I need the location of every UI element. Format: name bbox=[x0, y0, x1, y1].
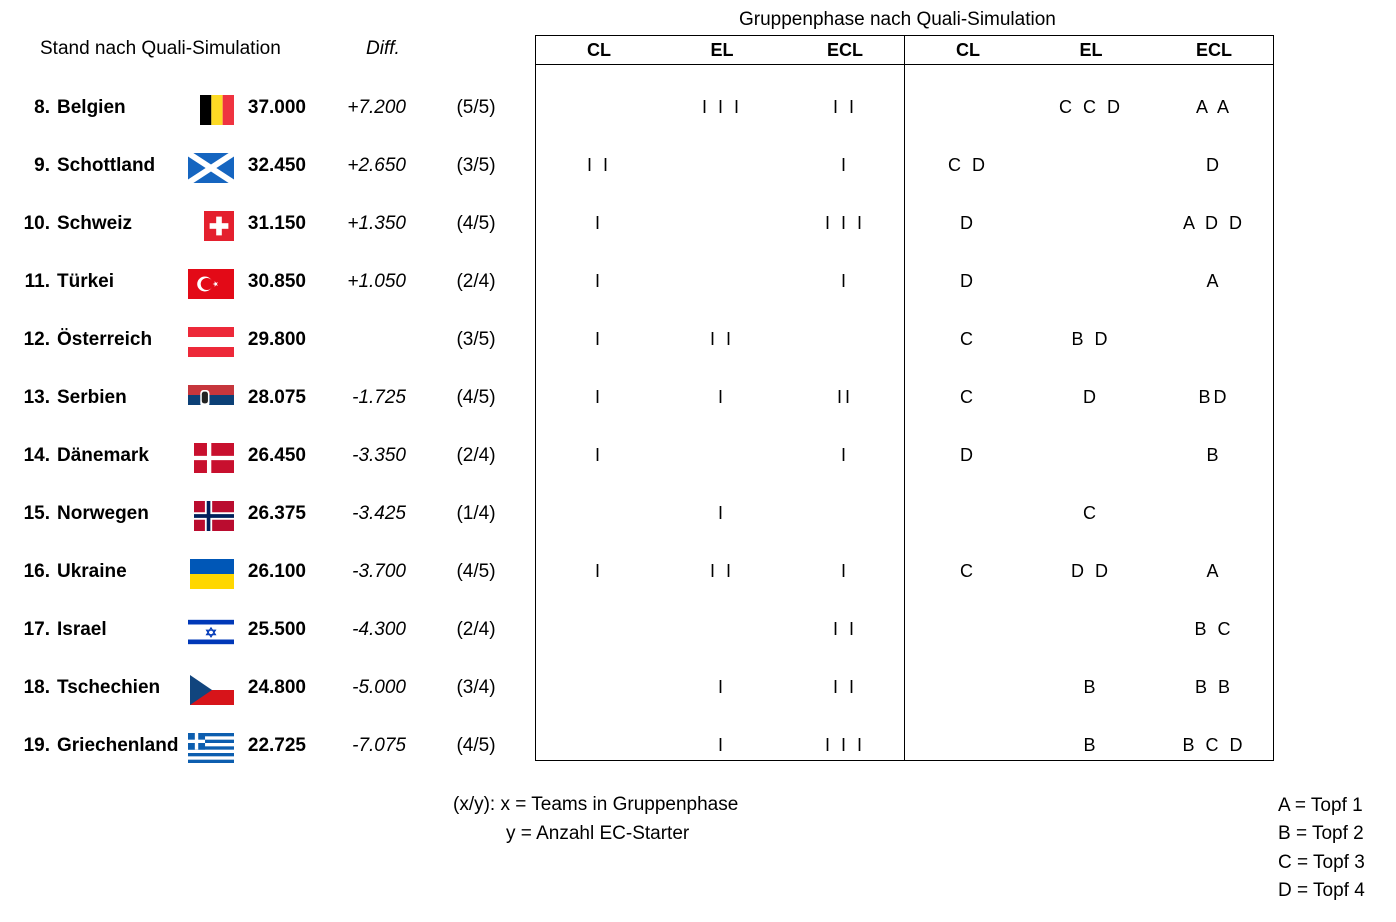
cell-ecl-1: I I I bbox=[824, 213, 865, 233]
column-header-cl-2: CL bbox=[956, 40, 980, 60]
points-difference: -7.075 bbox=[352, 735, 406, 756]
country-row bbox=[0, 611, 1396, 651]
rank-number: 16. bbox=[23, 561, 50, 582]
coefficient-points: 32.450 bbox=[247, 155, 306, 176]
cell-ecl-2: A A bbox=[1195, 97, 1233, 117]
rank-number: 19. bbox=[23, 735, 50, 756]
cell-cl-2: C bbox=[960, 387, 976, 407]
rank-country-label bbox=[0, 97, 180, 119]
country-row bbox=[0, 147, 1396, 187]
scotland-flag bbox=[188, 153, 234, 183]
cell-el-1: I I bbox=[709, 561, 734, 581]
legend-line-1: (x/y): x = Teams in Gruppenphase bbox=[453, 794, 739, 815]
cell-ecl-2: B C bbox=[1194, 619, 1234, 639]
rank-number: 18. bbox=[23, 677, 50, 698]
cell-el-2: B bbox=[1083, 677, 1099, 697]
points-difference: +7.200 bbox=[347, 97, 406, 118]
column-header-ecl-1: ECL bbox=[827, 40, 863, 60]
cell-cl-2: C D bbox=[948, 155, 988, 175]
belgium-flag bbox=[188, 95, 234, 125]
rank-country-label bbox=[0, 271, 180, 293]
country-name: Türkei bbox=[57, 271, 115, 292]
turkey-flag bbox=[188, 269, 234, 299]
coefficient-points: 28.075 bbox=[247, 387, 306, 408]
coefficient-points: 26.100 bbox=[247, 561, 306, 582]
rank-number: 10. bbox=[23, 213, 50, 234]
cell-cl-2: C bbox=[960, 561, 976, 581]
points-difference: -5.000 bbox=[352, 677, 406, 698]
country-name: Serbien bbox=[57, 387, 127, 408]
rank-number: 12. bbox=[23, 329, 50, 350]
cell-ecl-1: I bbox=[840, 271, 849, 291]
denmark-flag bbox=[188, 443, 234, 473]
team-ratio: (4/5) bbox=[456, 735, 496, 756]
cell-ecl-1: I I I bbox=[824, 735, 865, 755]
country-row bbox=[0, 553, 1396, 593]
rank-country-label bbox=[0, 213, 180, 235]
diff-title: Diff. bbox=[366, 38, 400, 59]
cell-ecl-1: I bbox=[840, 155, 849, 175]
country-name: Ukraine bbox=[57, 561, 127, 582]
points-difference: +1.350 bbox=[347, 213, 406, 234]
country-name: Tschechien bbox=[57, 677, 161, 698]
coefficient-points: 31.150 bbox=[247, 213, 306, 234]
pot-legend-a: A = Topf 1 bbox=[1278, 795, 1363, 816]
cell-el-2: D bbox=[1083, 387, 1099, 407]
points-difference: -3.700 bbox=[352, 561, 406, 582]
legend-line-2: y = Anzahl EC-Starter bbox=[506, 823, 690, 844]
rank-country-label bbox=[0, 329, 180, 351]
cell-el-2: C bbox=[1083, 503, 1099, 523]
team-ratio: (3/5) bbox=[456, 329, 496, 350]
country-name: Schweiz bbox=[57, 213, 132, 234]
rank-number: 11. bbox=[24, 271, 50, 292]
cell-el-2: B bbox=[1083, 735, 1099, 755]
cell-el-1: I bbox=[717, 387, 726, 407]
cell-ecl-1: I bbox=[840, 561, 849, 581]
coefficient-points: 37.000 bbox=[247, 97, 306, 118]
standings-title: Stand nach Quali-Simulation bbox=[40, 38, 281, 59]
team-ratio: (2/4) bbox=[456, 271, 496, 292]
coefficient-points: 26.450 bbox=[247, 445, 306, 466]
team-ratio: (4/5) bbox=[456, 213, 496, 234]
country-name: Dänemark bbox=[57, 445, 149, 466]
cell-cl-2: D bbox=[960, 213, 976, 233]
country-name: Israel bbox=[57, 619, 107, 640]
cell-ecl-2: B bbox=[1206, 445, 1222, 465]
cell-ecl-2: D bbox=[1206, 155, 1222, 175]
cell-ecl-1: I I bbox=[832, 677, 857, 697]
rank-country-label bbox=[0, 387, 180, 409]
team-ratio: (4/5) bbox=[456, 561, 496, 582]
country-row bbox=[0, 495, 1396, 535]
country-row bbox=[0, 437, 1396, 477]
points-difference: -3.425 bbox=[352, 503, 406, 524]
column-header-cl-1: CL bbox=[587, 40, 611, 60]
austria-flag bbox=[188, 327, 234, 357]
cell-ecl-1: I I bbox=[832, 619, 857, 639]
coefficient-points: 24.800 bbox=[247, 677, 306, 698]
team-ratio: (2/4) bbox=[456, 445, 496, 466]
cell-ecl-2: A bbox=[1206, 271, 1222, 291]
cell-ecl-2: B C D bbox=[1182, 735, 1246, 755]
points-difference: -3.350 bbox=[352, 445, 406, 466]
country-name: Belgien bbox=[57, 97, 126, 118]
cell-el-1: I I bbox=[709, 329, 734, 349]
coefficient-points: 26.375 bbox=[247, 503, 306, 524]
rank-country-label bbox=[0, 445, 180, 467]
points-difference: +1.050 bbox=[347, 271, 406, 292]
cell-ecl-2: A bbox=[1206, 561, 1222, 581]
coefficient-points: 30.850 bbox=[247, 271, 306, 292]
cell-el-1: I bbox=[717, 503, 726, 523]
rank-country-label bbox=[0, 619, 180, 641]
cell-ecl-1: I bbox=[840, 445, 849, 465]
cell-cl-1: I bbox=[594, 213, 603, 233]
country-row bbox=[0, 379, 1396, 419]
country-row bbox=[0, 727, 1396, 767]
cell-cl-2: D bbox=[960, 271, 976, 291]
country-name: Schottland bbox=[57, 155, 156, 176]
rank-number: 8. bbox=[34, 97, 50, 118]
cell-ecl-2: BD bbox=[1198, 387, 1230, 407]
ukraine-flag bbox=[188, 559, 234, 589]
cell-cl-2: C bbox=[960, 329, 976, 349]
cell-el-1: I bbox=[717, 677, 726, 697]
country-row bbox=[0, 669, 1396, 709]
cell-cl-1: I bbox=[594, 271, 603, 291]
country-name: Norwegen bbox=[57, 503, 149, 524]
country-name: Österreich bbox=[57, 329, 153, 350]
israel-flag bbox=[188, 617, 234, 647]
column-header-ecl-2: ECL bbox=[1196, 40, 1232, 60]
cell-el-1: I bbox=[717, 735, 726, 755]
rank-country-label bbox=[0, 155, 180, 177]
rank-country-label bbox=[0, 677, 180, 699]
rank-country-label bbox=[0, 561, 180, 583]
cell-cl-1: I I bbox=[586, 155, 611, 175]
country-name: Griechenland bbox=[57, 735, 179, 756]
points-difference: +2.650 bbox=[347, 155, 406, 176]
team-ratio: (3/5) bbox=[456, 155, 496, 176]
cell-ecl-2: B B bbox=[1194, 677, 1233, 697]
country-row bbox=[0, 263, 1396, 303]
czechia-flag bbox=[188, 675, 234, 705]
rank-number: 9. bbox=[34, 155, 50, 176]
country-row bbox=[0, 89, 1396, 129]
cell-ecl-1: I I bbox=[832, 97, 857, 117]
rank-country-label bbox=[0, 503, 180, 525]
pot-legend-b: B = Topf 2 bbox=[1278, 823, 1364, 844]
switzerland-flag bbox=[188, 211, 234, 241]
team-ratio: (2/4) bbox=[456, 619, 496, 640]
cell-el-1: I I I bbox=[701, 97, 742, 117]
cell-cl-2: D bbox=[960, 445, 976, 465]
cell-el-2: B D bbox=[1071, 329, 1111, 349]
rank-number: 17. bbox=[23, 619, 50, 640]
column-header-el-2: EL bbox=[1079, 40, 1103, 60]
team-ratio: (3/4) bbox=[456, 677, 496, 698]
cell-cl-1: I bbox=[594, 387, 603, 407]
cell-el-2: D D bbox=[1071, 561, 1111, 581]
cell-ecl-1: II bbox=[836, 387, 853, 407]
cell-cl-1: I bbox=[594, 445, 603, 465]
team-ratio: (5/5) bbox=[456, 97, 496, 118]
coefficient-points: 25.500 bbox=[247, 619, 306, 640]
group-stage-title: Gruppenphase nach Quali-Simulation bbox=[739, 9, 1056, 30]
rank-number: 14. bbox=[23, 445, 50, 466]
coefficient-points: 22.725 bbox=[247, 735, 306, 756]
rank-number: 13. bbox=[23, 387, 50, 408]
rank-number: 15. bbox=[23, 503, 50, 524]
pot-legend-d: D = Topf 4 bbox=[1278, 880, 1365, 901]
country-row bbox=[0, 205, 1396, 245]
rank-country-label bbox=[0, 735, 180, 757]
column-header-el-1: EL bbox=[710, 40, 734, 60]
cell-cl-1: I bbox=[594, 329, 603, 349]
norway-flag bbox=[188, 501, 234, 531]
cell-ecl-2: A D D bbox=[1182, 213, 1245, 233]
points-difference: -4.300 bbox=[352, 619, 406, 640]
team-ratio: (1/4) bbox=[456, 503, 496, 524]
greece-flag bbox=[188, 733, 234, 763]
country-row bbox=[0, 321, 1396, 361]
team-ratio: (4/5) bbox=[456, 387, 496, 408]
points-difference: -1.725 bbox=[352, 387, 406, 408]
coefficient-points: 29.800 bbox=[247, 329, 306, 350]
pot-legend-c: C = Topf 3 bbox=[1278, 852, 1365, 873]
cell-el-2: C C D bbox=[1059, 97, 1123, 117]
cell-cl-1: I bbox=[594, 561, 603, 581]
serbia-flag bbox=[188, 385, 234, 415]
